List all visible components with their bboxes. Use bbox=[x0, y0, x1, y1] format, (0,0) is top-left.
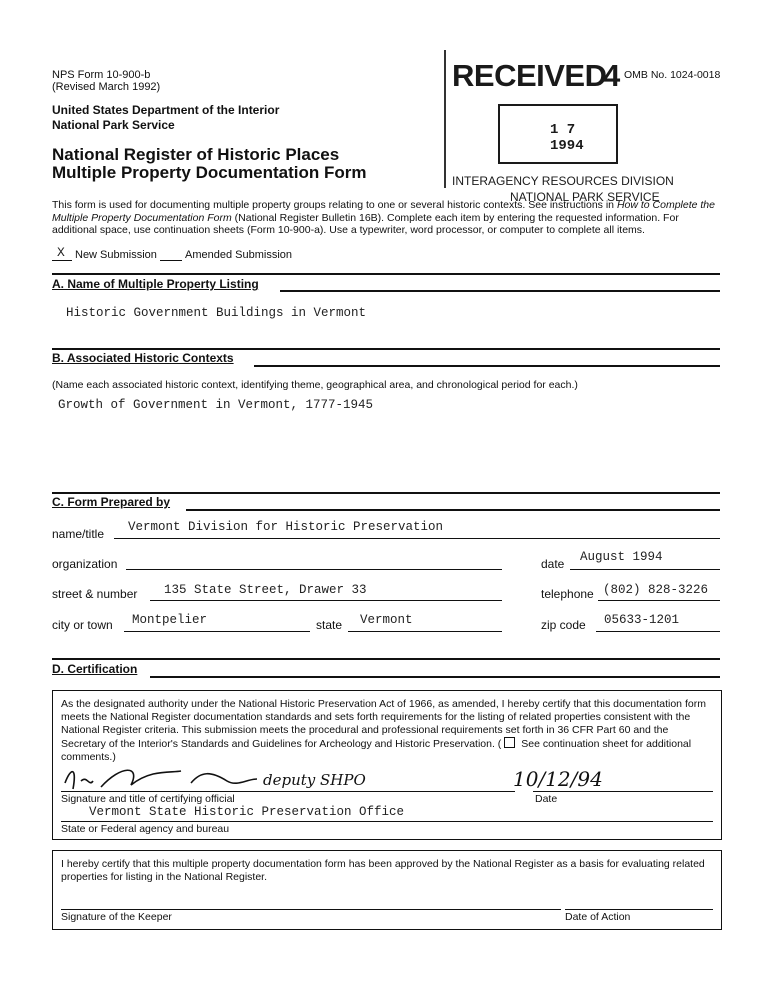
organization-label: organization bbox=[52, 557, 118, 571]
section-c-bottom-rule bbox=[186, 509, 720, 511]
agency-field[interactable]: Vermont State Historic Preservation Office bbox=[89, 805, 405, 819]
property-listing-name[interactable]: Historic Government Buildings in Vermont bbox=[66, 306, 367, 320]
form-number: NPS Form 10-900-b bbox=[52, 69, 151, 81]
stamp-date: 1 7 1994 bbox=[550, 122, 584, 154]
stamp-border bbox=[444, 50, 446, 188]
section-a-top-rule bbox=[52, 273, 720, 275]
street-line bbox=[150, 600, 502, 601]
certification-statement bbox=[61, 698, 713, 764]
certification-date-line bbox=[533, 791, 713, 792]
amended-submission-blank bbox=[160, 260, 182, 261]
department-name: United States Department of the Interior bbox=[52, 103, 280, 117]
section-d-top-rule bbox=[52, 658, 720, 660]
keeper-signature-label: Signature of the Keeper bbox=[61, 911, 172, 923]
street-field[interactable]: 135 State Street, Drawer 33 bbox=[164, 583, 367, 597]
state-label: state bbox=[316, 618, 343, 632]
certification-date-handwritten: 10/12/94 bbox=[513, 767, 603, 791]
amended-submission-label: Amended Submission bbox=[185, 249, 293, 261]
street-label: street & number bbox=[52, 587, 138, 601]
certification-statement-text: As the designated authority under the National Historic Preservation Act of 1966, as amended, I hereby certify that this documentation form meets the National Register documentation standards and sets forth requirements for the listing of related properties consistent with the National Register criteria. This submission meets the procedural and professional requirements set forth in 36 CFR Part 60 and the Secretary of the Interior's Standards and Guidelines for Archeology and Historic Preservation. ( bbox=[61, 698, 706, 750]
section-c-top-rule bbox=[52, 492, 720, 494]
section-d-title: D. Certification bbox=[52, 662, 138, 676]
zip-label: zip code bbox=[541, 618, 586, 632]
historic-context-value[interactable]: Growth of Government in Vermont, 1777-1945 bbox=[58, 398, 374, 412]
new-submission-mark[interactable]: X bbox=[57, 245, 65, 260]
keeper-date-line bbox=[565, 909, 713, 910]
form-title-line2: Multiple Property Documentation Form bbox=[52, 163, 367, 182]
keeper-signature-line bbox=[61, 909, 561, 910]
instructions-part1: This form is used for documenting multiple property groups relating to one or several historic contexts. See instructions in bbox=[52, 199, 617, 211]
historic-contexts-note: (Name each associated historic context, identifying theme, geographical area, and chronological period for each.) bbox=[52, 379, 578, 391]
name-title-line bbox=[114, 538, 720, 539]
date-field[interactable]: August 1994 bbox=[580, 550, 663, 564]
keeper-statement: I hereby certify that this multiple property documentation form has been approved by the National Register as a basis for evaluating related properties for listing in the National Register. bbox=[61, 858, 705, 883]
section-d-bottom-rule bbox=[150, 676, 720, 678]
stamp-division: INTERAGENCY RESOURCES DIVISION bbox=[452, 174, 674, 188]
instructions-text bbox=[52, 199, 720, 237]
omb-number: OMB No. 1024-0018 bbox=[624, 69, 721, 81]
city-field[interactable]: Montpelier bbox=[132, 613, 208, 627]
date-label: date bbox=[541, 557, 565, 571]
continuation-checkbox[interactable] bbox=[504, 737, 515, 748]
zip-field[interactable]: 05633-1201 bbox=[604, 613, 680, 627]
stamp-service: NATIONAL PARK SERVICE bbox=[510, 190, 660, 204]
telephone-line bbox=[598, 600, 720, 601]
telephone-label: telephone bbox=[541, 587, 594, 601]
stamp-number: 4 bbox=[603, 58, 621, 93]
zip-line bbox=[596, 631, 720, 632]
state-line bbox=[348, 631, 502, 632]
certification-date-label: Date bbox=[535, 793, 558, 805]
section-c-title: C. Form Prepared by bbox=[52, 495, 171, 509]
continuation-note: See continuation sheet for additional comments.) bbox=[61, 738, 692, 763]
name-title-field[interactable]: Vermont Division for Historic Preservation bbox=[128, 520, 444, 534]
form-revised: (Revised March 1992) bbox=[52, 81, 161, 93]
agency-label: State or Federal agency and bureau bbox=[61, 823, 230, 835]
stamp-date-box bbox=[498, 104, 618, 164]
section-b-bottom-rule bbox=[254, 365, 720, 367]
signature-line bbox=[61, 791, 515, 792]
city-label: city or town bbox=[52, 618, 113, 632]
form-title-line1: National Register of Historic Places bbox=[52, 145, 340, 164]
state-field[interactable]: Vermont bbox=[360, 613, 413, 627]
telephone-field[interactable]: (802) 828-3226 bbox=[603, 583, 709, 597]
section-a-title: A. Name of Multiple Property Listing bbox=[52, 277, 259, 291]
keeper-box bbox=[52, 850, 722, 930]
agency-line bbox=[61, 821, 713, 822]
keeper-date-label: Date of Action bbox=[565, 911, 631, 923]
instructions-bulletin-title: How to Complete the Multiple Property Documentation Form bbox=[52, 199, 715, 224]
section-b-top-rule bbox=[52, 348, 720, 350]
name-title-label: name/title bbox=[52, 527, 105, 541]
instructions-part2: (National Register Bulletin 16B). Complete each item by entering the requested information. For additional space, use continuation sheets (Form 10-900-a). Use a typewriter, word processor, or computer to complete all items. bbox=[52, 211, 679, 236]
new-submission-label: New Submission bbox=[75, 249, 157, 261]
section-a-bottom-rule bbox=[280, 290, 720, 292]
service-name: National Park Service bbox=[52, 118, 175, 132]
city-line bbox=[124, 631, 310, 632]
organization-line bbox=[126, 569, 502, 570]
certification-box bbox=[52, 690, 722, 840]
section-b-title: B. Associated Historic Contexts bbox=[52, 351, 234, 365]
stamp-received-word: RECEIVED bbox=[452, 58, 607, 93]
signature-title-annotation: deputy SHPO bbox=[263, 771, 366, 789]
signature-label: Signature and title of certifying official bbox=[61, 793, 235, 805]
new-submission-blank bbox=[52, 260, 72, 261]
date-line bbox=[570, 569, 720, 570]
